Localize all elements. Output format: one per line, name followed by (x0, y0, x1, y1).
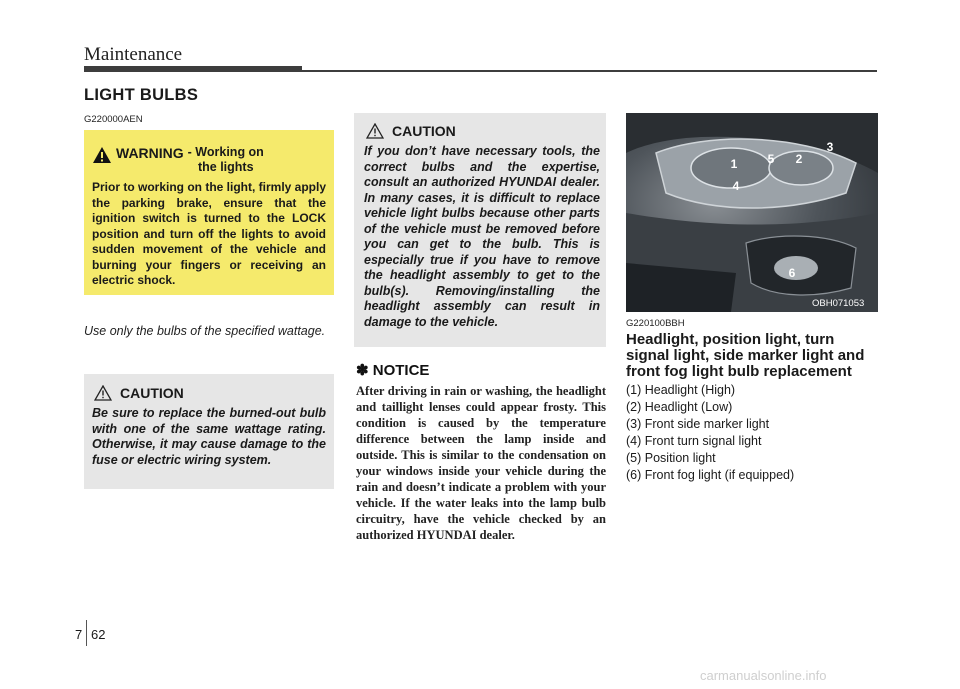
list-item: (6) Front fog light (if equipped) (626, 468, 795, 482)
replacement-title: Headlight, position light, turn signal light, side marker light and front fog light bulb replacement (626, 331, 865, 380)
warning-title: WARNING (116, 145, 184, 161)
list-item: (2) Headlight (Low) (626, 400, 733, 414)
caution-body-1: Be sure to replace the burned-out bulb with one of the same wattage rating. Otherwise, it may cause damage to the fuse or electric wiring system. (92, 406, 326, 467)
header-bar (84, 66, 302, 72)
section-code: G220000AEN (84, 114, 143, 125)
warning-subtitle (188, 145, 264, 175)
list-item: (3) Front side marker light (626, 417, 770, 431)
headlight-illustration (626, 113, 878, 312)
replacement-code: G220100BBH (626, 318, 685, 329)
photo-label-6: 6 (788, 266, 796, 280)
caution-body-2: If you don’t have necessary tools, the correct bulbs and the expertise, consult an authorized HYUNDAI dealer. In many cases, it is difficult to replace vehicle light bulbs because other parts of the vehicle must be removed before you can get to the bulb. This is especially true if you have to remove the headlight assembly to get to the bulb(s). Removing/installing the headlight assembly can result in damage to the vehicle. (364, 144, 600, 329)
watermark: carmanualsonline.info (700, 668, 827, 683)
notice-title: ✽ NOTICE (356, 362, 430, 379)
warning-heading (92, 145, 264, 175)
list-item: (1) Headlight (High) (626, 383, 736, 397)
warning-body: Prior to working on the light, firmly apply the parking brake, ensure that the ignition switch is turned to the LOCK position and turn off the lights to avoid sudden movement of the vehicle and burning your fingers or receiving an electric shock. (92, 180, 327, 287)
photo-label-4: 4 (732, 179, 740, 193)
photo-label-5: 5 (767, 152, 775, 166)
notice-body: After driving in rain or washing, the headlight and taillight lenses could appear frosty. This condition is caused by the temperature difference between the lamp inside and outside. This is similar to the condensation on your windows inside your vehicle during the rain and doesn’t indicate a problem with your vehicle. If the water leaks into the lamp bulb circuitry, have the vehicle checked by an authorized HYUNDAI dealer. (356, 384, 606, 542)
bulb-wattage-note: Use only the bulbs of the specified wattage. (84, 324, 326, 338)
photo-label-2: 2 (795, 152, 803, 166)
chapter-number: 7 (75, 627, 83, 642)
warning-icon (92, 146, 112, 164)
section-title: LIGHT BULBS (84, 86, 199, 104)
caution-icon (94, 385, 112, 401)
header-rule (302, 70, 877, 72)
page-divider (86, 620, 87, 646)
caution-box-2 (354, 113, 606, 347)
photo-caption: OBH071053 (812, 298, 865, 309)
caution-title-1: CAUTION (120, 385, 184, 401)
photo-label-3: 3 (826, 140, 834, 154)
list-item: (5) Position light (626, 451, 716, 465)
caution-heading-2 (366, 123, 456, 139)
warning-subtitle-line1: - Working on (187, 145, 264, 159)
caution-title-2: CAUTION (392, 123, 456, 139)
header-title: Maintenance (84, 44, 183, 65)
caution-box-1 (84, 374, 334, 489)
caution-icon (366, 123, 384, 139)
photo-label-1: 1 (730, 157, 738, 171)
page-number: 62 (91, 627, 106, 642)
warning-subtitle-line2: the lights (197, 160, 254, 174)
headlight-photo (626, 113, 878, 312)
list-item: (4) Front turn signal light (626, 434, 762, 448)
bulb-list (626, 382, 794, 484)
caution-heading-1 (94, 385, 184, 401)
